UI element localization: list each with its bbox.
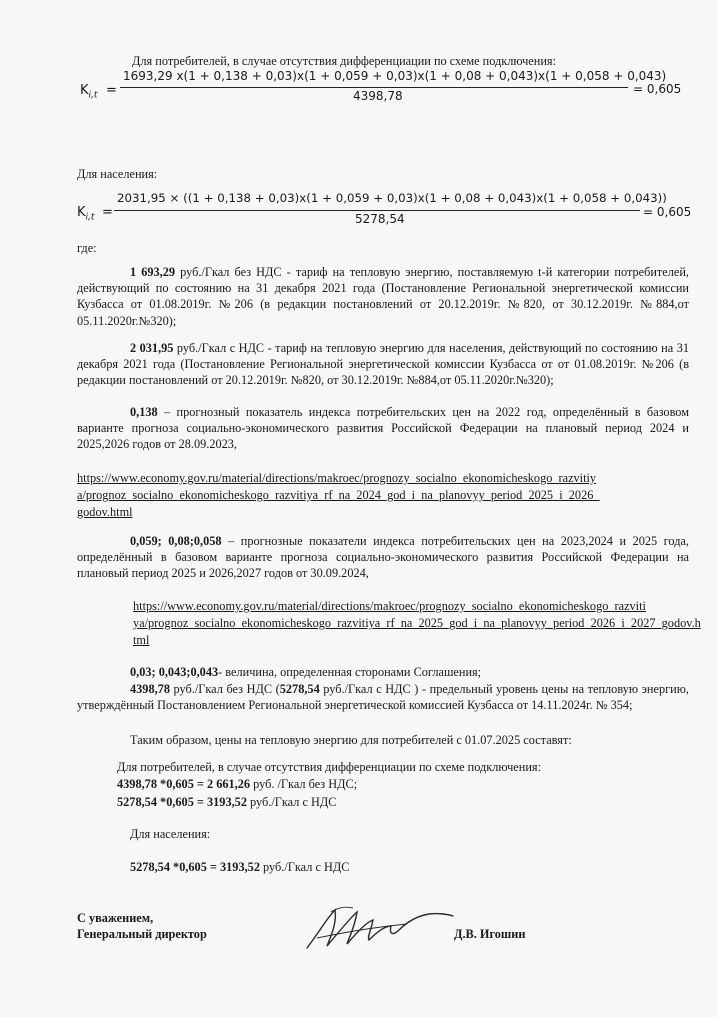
link2-line2[interactable]: ya/prognoz_socialno_ekonomicheskogo_razvitiya_rf_na_2025_god_i_na_planovyy_period_2026_i_2027_godov.h <box>133 616 701 630</box>
signer-position: Генеральный директор <box>77 927 207 941</box>
formula2-lhs: $K_{i,t}$ <box>77 205 95 223</box>
summary-consumers-calc2: 5278,54 *0,605 = 3193,52 руб./Гкал с НДС <box>117 795 337 809</box>
formula2-intro: Для населения: <box>77 167 158 181</box>
summary-consumers-calc1: 4398,78 *0,605 = 2 661,26 руб. /Гкал без НДС; <box>117 777 358 791</box>
link2-line1[interactable]: https://www.economy.gov.ru/material/directions/makroec/prognozy_socialno_ekonomicheskogo_razviti <box>133 599 646 613</box>
definition-tariff-population: 2 031,95 руб./Гкал с НДС - тариф на тепловую энергию для населения, действующий по состоянию на 31 декабря 2021 года (Постановление Региональной энергетической комиссии Кузбасса от от 01.08.2019г. №206 (в редакции постановлений от 20.12.2019г. №820, от 30.12.2019г. №884,от 05.11.2020г.№320); <box>77 341 689 388</box>
formula2-numerator: 2031,95 × ((1 + 0,138 + 0,03)x(1 + 0,059 + 0,03)x(1 + 0,08 + 0,043)x(1 + 0,058 + 0,043)) <box>117 191 667 205</box>
signature-image <box>297 898 457 958</box>
formula2-fraction-line <box>114 210 640 211</box>
definition-index-2022: 0,138 – прогнозный показатель индекса потребительских цен на 2022 год, определённый в базовом варианте прогноза социально-экономического развития Российской Федерации на плановый период 2024 и 2025,2026 годов от 28.09.2023, <box>77 405 689 452</box>
formula2-result: = 0,605 <box>643 205 692 219</box>
definition-index-2023-2025: 0,059; 0,08;0,058 – прогнозные показатели индекса потребительских цен на 2023,2024 и 2025 года, определённый в базовом варианте прогноза социально-экономического развития Российской Федерации на плановый период 2025 и 2026,2027 годов от 30.09.2024, <box>77 534 689 581</box>
summary-population-label: Для населения: <box>130 827 211 841</box>
definition-tariff-consumers: 1 693,29 руб./Гкал без НДС - тариф на тепловую энергию, поставляемую t-й категории потребителей, действующий по состоянию на 31 декабря 2021 года (Постановление Региональной энергетической комиссии Кузбасса от 01.08.2019г. №206 (в редакции постановлений от 20.12.2019г. №820, от 30.12.2019г. №884,от 05.11.2020г.№320); <box>77 265 689 328</box>
formula1-fraction-line <box>120 87 628 88</box>
link-forecast-2024[interactable] <box>133 598 701 649</box>
definition-agreement-values: 0,03; 0,043;0,043- величина, определенная сторонами Соглашения; <box>130 665 482 679</box>
formula1-eq: = <box>106 83 117 98</box>
where-label: где: <box>77 241 97 255</box>
formula2-eq: = <box>102 205 113 220</box>
formula1-numerator: 1693,29 x(1 + 0,138 + 0,03)x(1 + 0,059 + 0,03)x(1 + 0,08 + 0,043)x(1 + 0,058 + 0,043) <box>123 69 667 83</box>
link2-line3[interactable]: tml <box>133 633 150 647</box>
summary-consumers-label: Для потребителей, в случае отсутствия дифференциации по схеме подключения: <box>117 760 542 774</box>
definition-price-limit: 4398,78 руб./Гкал без НДС (5278,54 руб./Гкал с НДС ) - предельный уровень цены на тепловую энергию, утверждённый Постановлением Региональной энергетической комиссией Кузбасса от 14.11.2024г. № 354; <box>77 682 689 713</box>
formula2-denominator: 5278,54 <box>355 212 405 226</box>
formula1-intro: Для потребителей, в случае отсутствия дифференциации по схеме подключения: <box>132 54 557 68</box>
link1-line1[interactable]: https://www.economy.gov.ru/material/directions/makroec/prognozy_socialno_ekonomicheskogo_razvitiy <box>77 471 597 485</box>
formula1-denominator: 4398,78 <box>353 89 403 103</box>
summary-intro: Таким образом, цены на тепловую энергию для потребителей с 01.07.2025 составят: <box>130 733 572 747</box>
link1-line3[interactable]: godov.html <box>77 505 133 519</box>
link1-line2[interactable]: a/prognoz_socialno_ekonomicheskogo_razvitiya_rf_na_2024_god_i_na_planovyy_period_2025_i_2026_ <box>77 488 600 502</box>
formula1-lhs: $K_{i,t}$ <box>80 83 98 101</box>
regards-text: С уважением, <box>77 911 154 925</box>
summary-population-calc: 5278,54 *0,605 = 3193,52 руб./Гкал с НДС <box>130 860 350 874</box>
link-forecast-2023[interactable] <box>77 470 689 521</box>
formula1-result: = 0,605 <box>633 82 682 96</box>
signer-name: Д.В. Игошин <box>454 927 526 941</box>
